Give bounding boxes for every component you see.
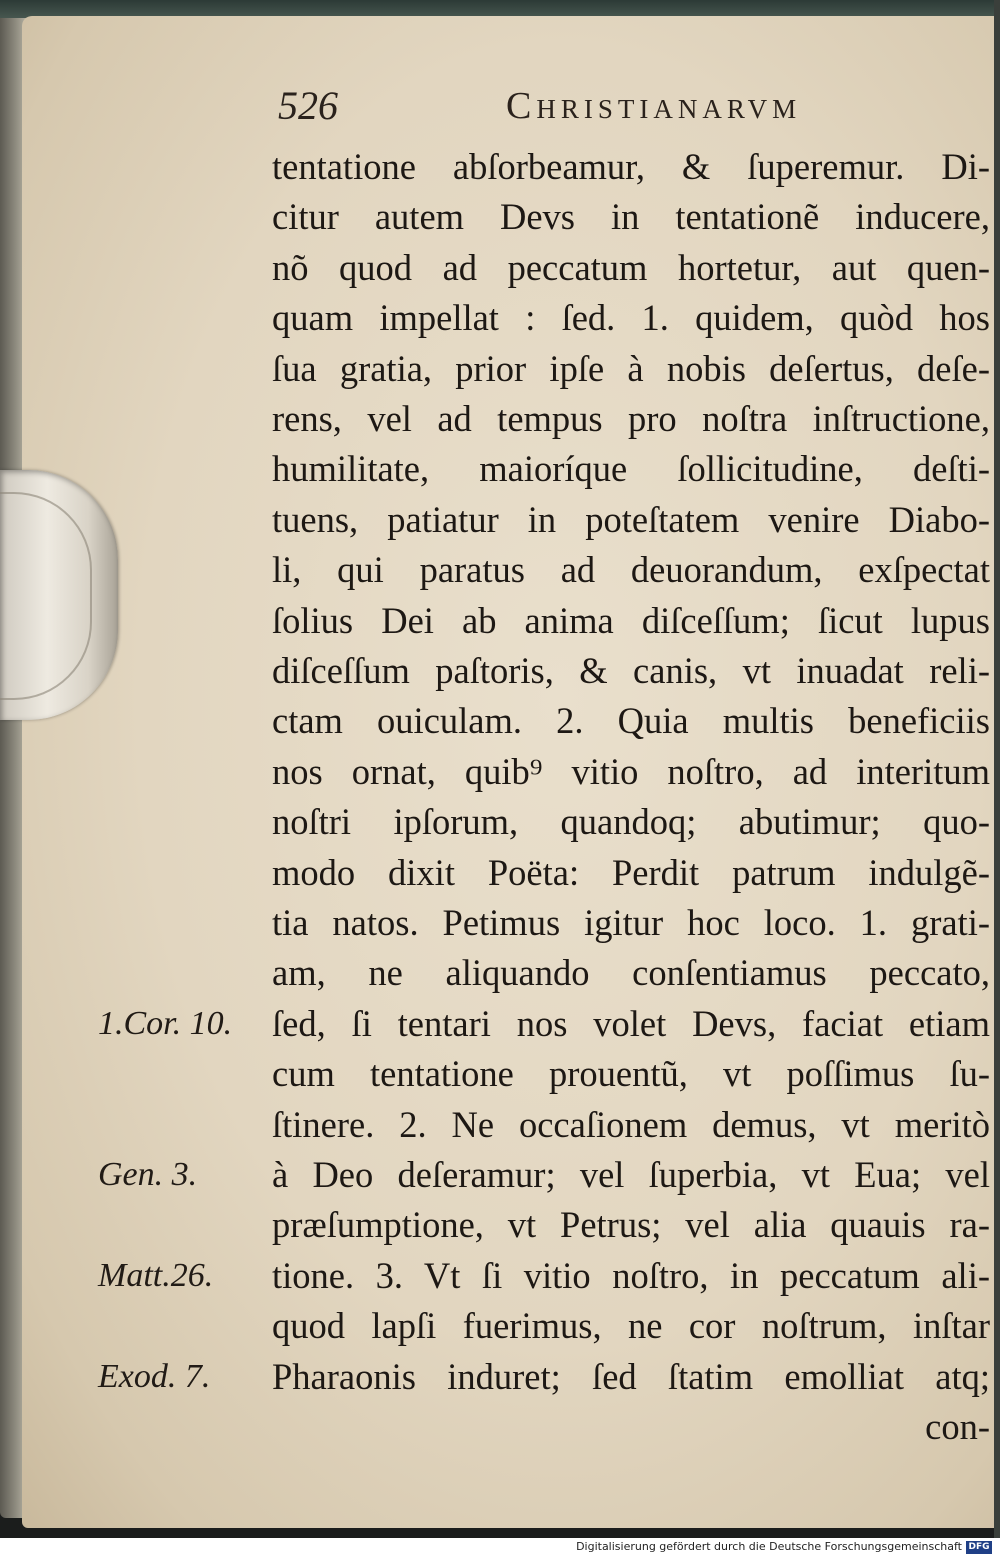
text-line: modo dixit Poëta: Perdit patrum indulgẽ- [272,851,990,893]
text-line: ctam ouiculam. 2. Quia multis beneficiis [272,700,990,742]
marginal-note: Gen. 3. [98,1156,198,1193]
text-line: rens, vel ad tempus pro noſtra inſtructione, [272,398,990,439]
text-line: ſua gratia, prior ipſe à nobis deſertus, deſe- [272,347,990,389]
text-line: nos ornat, quib⁹ vitio noſtro, ad interitum [272,750,990,792]
text-line: con- [925,1406,990,1447]
text-line: quam impellat : ſed. 1. quidem, quòd hos [272,297,990,339]
text-line: tentatione abſorbeamur, & ſuperemur. Di- [272,146,990,187]
running-title: Christianarvm [506,85,802,127]
page-number: 526 [278,83,338,128]
text-line: citur autem Devs in tentationẽ inducere, [272,196,990,238]
marginal-note: 1.Cor. 10. [98,1004,233,1042]
text-line: ſolius Dei ab anima diſceſſum; ſicut lupus [272,599,990,641]
footer-credit: Digitalisierung gefördert durch die Deutsche Forschungsgemeinschaft [576,1540,962,1553]
text-line: diſceſſum paſtoris, & canis, vt inuadat reli- [272,650,990,691]
marginal-note: Matt.26. [98,1256,214,1294]
text-line: ſed, ſi tentari nos volet Devs, faciat etiam [272,1002,990,1044]
text-line: humilitate, maioríque ſollicitudine, deſti- [272,448,990,490]
dfg-logo: DFG [966,1541,992,1554]
text-line: Pharaonis induret; ſed ſtatim emolliat atq; [272,1355,990,1397]
text-line: nõ quod ad peccatum hortetur, aut quen- [272,246,990,288]
text-line: li, qui paratus ad deuorandum, exſpectat [272,549,990,591]
marginal-note: Exod. 7. [98,1357,211,1395]
text-line: quod lapſi fuerimus, ne cor noſtrum, inſtar [272,1305,990,1347]
text-line: tia natos. Petimus igitur hoc loco. 1. grati- [272,902,990,943]
text-line: præſumptione, vt Petrus; vel alia quauis ra- [272,1204,990,1246]
text-line: am, ne aliquando conſentiamus peccato, [272,952,990,994]
text-line: tuens, patiatur in poteſtatem venire Diabo- [272,498,990,540]
text-line: tione. 3. Vt ſi vitio noſtro, in peccatum ali- [272,1254,990,1296]
text-line: noſtri ipſorum, quandoq; abutimur; quo- [272,801,990,843]
text-line: à Deo deſeramur; vel ſuperbia, vt Eua; vel [272,1154,990,1195]
text-line: ſtinere. 2. Ne occaſionem demus, vt meritò [272,1103,990,1145]
text-line: cum tentatione prouentũ, vt poſſimus ſu- [272,1053,990,1095]
